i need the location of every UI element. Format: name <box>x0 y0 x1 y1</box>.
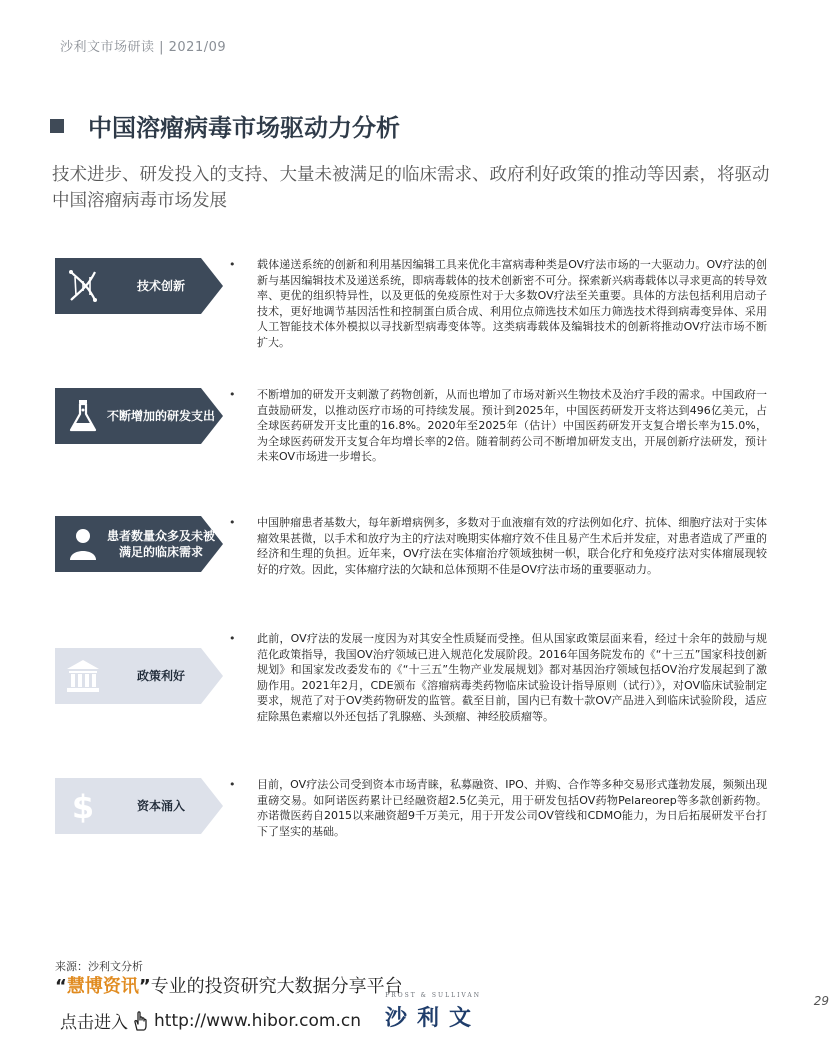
dna-icon <box>63 266 103 306</box>
badge-policy-support <box>55 648 223 704</box>
badge-label: 资本涌入 <box>136 799 185 813</box>
government-building-icon <box>63 656 103 696</box>
page-title: 中国溶瘤病毒市场驱动力分析 <box>88 114 400 142</box>
promo-quote-close: ” <box>138 976 151 997</box>
page-number: 29 <box>813 994 829 1008</box>
promo-text: 专业的投资研究大数据分享平台 <box>150 976 403 997</box>
section-body-text: 载体递送系统的创新和利用基因编辑工具来优化丰富病毒种类是OV疗法市场的一大驱动力。OV疗法的创新与基因编辑技术及递送系统，即病毒载体的技术创新密不可分。探索新兴病毒载体以寻求更高的转导效率、更优的组织特异性，以及更低的免疫原性对于大多数OV疗法至关重要。具体的方法包括利用启动子技术，更好地调节基因活性和控制蛋白质合成、利用位点筛选技术如压力筛选技术得到病毒变异体、采用人工智能技术体外模拟以寻找新型病毒变体等。这类病毒载体及编辑技术的创新将推动OV疗法市场不断扩大。 <box>257 258 767 349</box>
page-subtitle: 技术进步、研发投入的支持、大量未被满足的临床需求、政府利好政策的推动等因素，将驱动中国溶瘤病毒市场发展 <box>52 165 770 211</box>
svg-text:$: $ <box>71 788 95 826</box>
click-to-enter-link[interactable] <box>60 1008 361 1033</box>
bullet-marker: • <box>229 388 236 401</box>
bullet-marker: • <box>229 258 236 271</box>
badge-capital-inflow <box>55 778 223 834</box>
logo-chinese: 沙利文 <box>385 1006 482 1031</box>
badge-rd-spending <box>55 388 223 444</box>
section-body-text: 此前，OV疗法的发展一度因为对其安全性质疑而受挫。但从国家政策层面来看，经过十余年的鼓励与规范化政策指导，我国OV治疗领域已进入规范化发展阶段。2016年国务院发布的《“十三五”国家科技创新规划》和国家发改委发布的《“十三五”生物产业发展规划》都对基因治疗领域包括OV治疗发展起到了激励作用。2021年2月，CDE颁布《溶瘤病毒类药物临床试验设计指导原则（试行）》，对OV临床试验制定要求，规范了对于OV类药物研发的监管。截至目前，国内已有数十款OV产品进入到临床试验阶段，适应症除黑色素瘤以外还包括了乳腺癌、头颈瘤、神经胶质瘤等。 <box>257 632 767 723</box>
person-icon <box>63 524 103 564</box>
source-note: 来源：沙利文分析 <box>55 960 143 973</box>
pointing-hand-icon <box>131 1010 151 1032</box>
promo-quote-open: “ <box>55 976 67 997</box>
title-row <box>50 108 400 143</box>
promo-banner <box>55 972 403 998</box>
report-header: 沙利文市场研读 | 2021/09 <box>60 40 227 55</box>
section-body-text: 不断增加的研发开支刺激了药物创新，从而也增加了市场对新兴生物技术及治疗手段的需求。中国政府一直鼓励研发，以推动医疗市场的可持续发展。预计到2025年，中国医药研发开支将达到496亿美元，占全球医药研发开支比重的16.8%。2020年至2025年（估计）中国医药研发开支复合增长率为15.0%，为全球医药研发开支复合年均增长率的2倍。随着制药公司不断增加研发支出，开展创新疗法研发，预计未来OV市场进一步增长。 <box>257 388 767 463</box>
bullet-marker: • <box>229 516 236 529</box>
badge-label: 技术创新 <box>136 279 185 293</box>
badge-label: 不断增加的研发支出 <box>107 409 216 423</box>
section-body-text: 目前，OV疗法公司受到资本市场青睐，私募融资、IPO、并购、合作等多种交易形式蓬勃发展，频频出现重磅交易。如阿诺医药累计已经融资超2.5亿美元，用于研发包括OV药物Pelareorep等多款创新药物。亦诺微医药自2015以来融资超9千万美元，用于开发公司OV管线和CDMO能力，为日后拓展研发平台打下了坚实的基础。 <box>257 778 767 838</box>
frost-sullivan-logo <box>385 992 481 1032</box>
bullet-marker: • <box>229 778 236 791</box>
logo-english: FROST & SULLIVAN <box>385 992 481 999</box>
site-url-link[interactable]: http://www.hibor.com.cn <box>154 1010 361 1031</box>
badge-label: 政策利好 <box>136 669 185 683</box>
flask-icon <box>63 396 103 436</box>
promo-brand: 慧博资讯 <box>66 976 139 997</box>
badge-patient-needs <box>55 516 223 572</box>
section-body-text: 中国肿瘤患者基数大，每年新增病例多，多数对于血液瘤有效的疗法例如化疗、抗体、细胞疗法对于实体瘤效果甚微，以手术和放疗为主的疗法对晚期实体瘤疗效不佳且易产生术后并发症，对患者造成了严重的经济和生理的负担。近年来，OV疗法在实体瘤治疗领域独树一帜，联合化疗和免疫疗法对实体瘤展现较好的疗效。因此，实体瘤疗法的欠缺和总体预期不佳是OV疗法市场的重要驱动力。 <box>257 516 767 576</box>
click-prefix: 点击进入 <box>60 1013 128 1033</box>
title-square-marker <box>50 119 64 133</box>
dollar-icon <box>63 786 103 826</box>
badge-tech-innovation <box>55 258 223 314</box>
bullet-marker: • <box>229 632 236 645</box>
badge-label: 患者数量众多及未被满足的临床需求 <box>107 529 216 559</box>
